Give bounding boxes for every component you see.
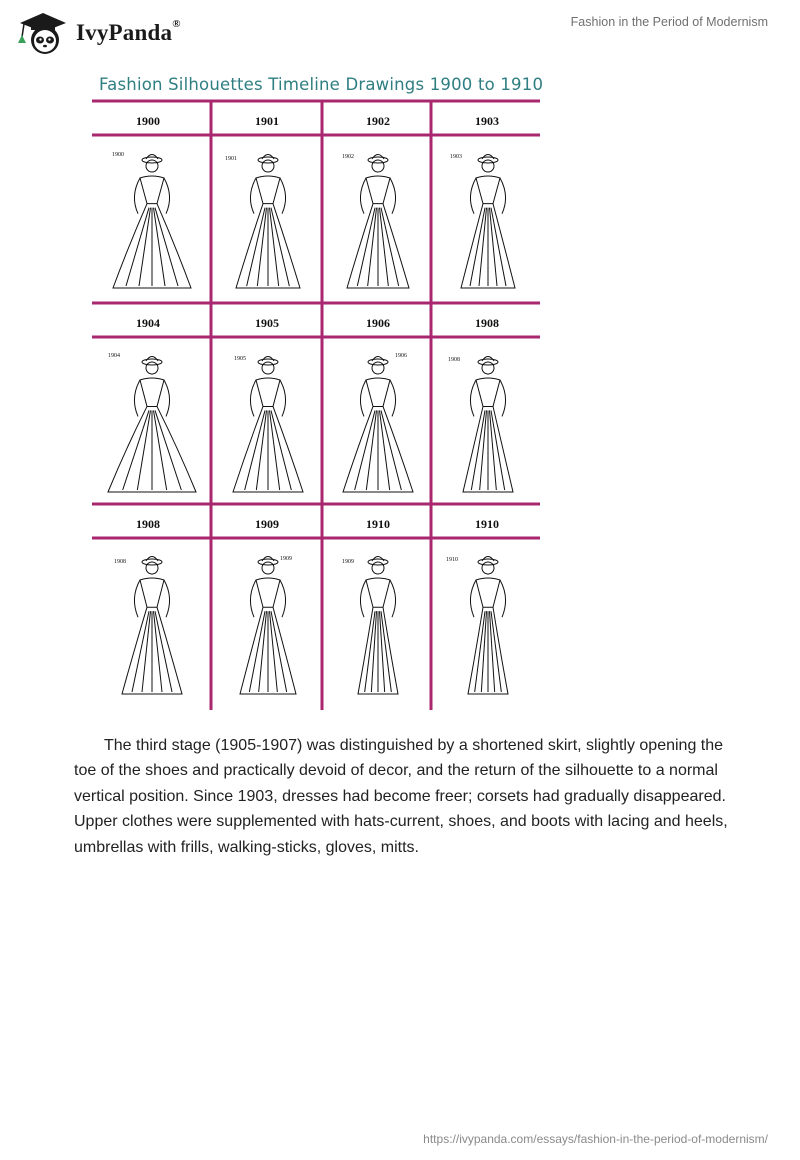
grid-border-vertical — [430, 303, 433, 504]
dress-silhouette-drawing — [347, 155, 409, 289]
dress-silhouette-drawing — [233, 357, 303, 493]
essay-paragraph: The third stage (1905-1907) was distinguished by a shortened skirt, slightly opening the toe of the shoes and practically devoid of decor, and the return of the silhouette to a normal vertical position. Since 1903, dresses had become freer; corsets had gradually disappeared. Upper clothes were supplemented with hats-current, shoes, and boots with lacing and heels, umbrellas with frills, walking-sticks, gloves, mitts. — [74, 737, 728, 856]
dress-silhouette-drawing — [113, 155, 191, 289]
grid-border-horizontal — [92, 100, 540, 103]
drawing-year-label: 1908 — [448, 357, 460, 363]
logo-wordmark: IvyPanda® — [76, 18, 181, 45]
drawing-year-label: 1900 — [112, 152, 124, 158]
grid-border-vertical — [430, 101, 433, 303]
grid-border-horizontal — [92, 336, 540, 339]
grid-border-vertical — [210, 504, 213, 710]
drawing-year-label: 1904 — [108, 353, 120, 359]
year-header: 1908 — [136, 517, 160, 531]
grid-border-horizontal — [92, 302, 540, 305]
dress-silhouette-drawing — [358, 557, 398, 695]
year-header: 1908 — [475, 316, 499, 330]
grid-border-horizontal — [92, 134, 540, 137]
dress-silhouette-drawing — [240, 557, 296, 695]
dress-silhouette-drawing — [236, 155, 300, 289]
drawing-year-label: 1910 — [446, 557, 458, 563]
timeline-grid — [92, 70, 540, 710]
year-header: 1902 — [366, 114, 390, 128]
drawing-year-label: 1905 — [234, 356, 246, 362]
drawing-year-label: 1906 — [395, 353, 407, 359]
dress-silhouette-drawing — [463, 357, 513, 493]
drawing-year-label: 1902 — [342, 154, 354, 160]
figure-title: Fashion Silhouettes Timeline Drawings 1900 to 1910 — [99, 75, 544, 94]
year-header: 1900 — [136, 114, 160, 128]
grid-border-vertical — [430, 504, 433, 710]
year-header: 1905 — [255, 316, 279, 330]
drawing-year-label: 1909 — [280, 556, 292, 562]
year-header: 1901 — [255, 114, 279, 128]
year-header: 1903 — [475, 114, 499, 128]
grid-border-vertical — [321, 504, 324, 710]
grid-border-vertical — [210, 101, 213, 303]
dress-silhouette-drawing — [461, 155, 515, 289]
dress-silhouette-drawing — [468, 557, 508, 695]
year-header: 1910 — [366, 517, 390, 531]
year-header: 1909 — [255, 517, 279, 531]
dress-silhouette-drawing — [108, 357, 196, 493]
dress-silhouette-drawing — [122, 557, 182, 695]
drawing-year-label: 1903 — [450, 154, 462, 160]
drawing-year-label: 1908 — [114, 559, 126, 565]
drawing-year-label: 1909 — [342, 559, 354, 565]
fashion-timeline-figure — [92, 70, 544, 710]
ivypanda-logo[interactable] — [16, 9, 181, 57]
drawing-year-label: 1901 — [225, 156, 237, 162]
grid-border-vertical — [321, 303, 324, 504]
year-header: 1906 — [366, 316, 390, 330]
grid-border-horizontal — [92, 537, 540, 540]
panda-logo-icon — [16, 9, 70, 57]
grid-border-vertical — [210, 303, 213, 504]
grid-border-horizontal — [92, 503, 540, 506]
dress-silhouette-drawing — [343, 357, 413, 493]
year-header: 1910 — [475, 517, 499, 531]
source-url[interactable]: https://ivypanda.com/essays/fashion-in-the-period-of-modernism/ — [423, 1132, 768, 1146]
grid-border-vertical — [321, 101, 324, 303]
year-header: 1904 — [136, 316, 160, 330]
document-title: Fashion in the Period of Modernism — [570, 15, 768, 29]
